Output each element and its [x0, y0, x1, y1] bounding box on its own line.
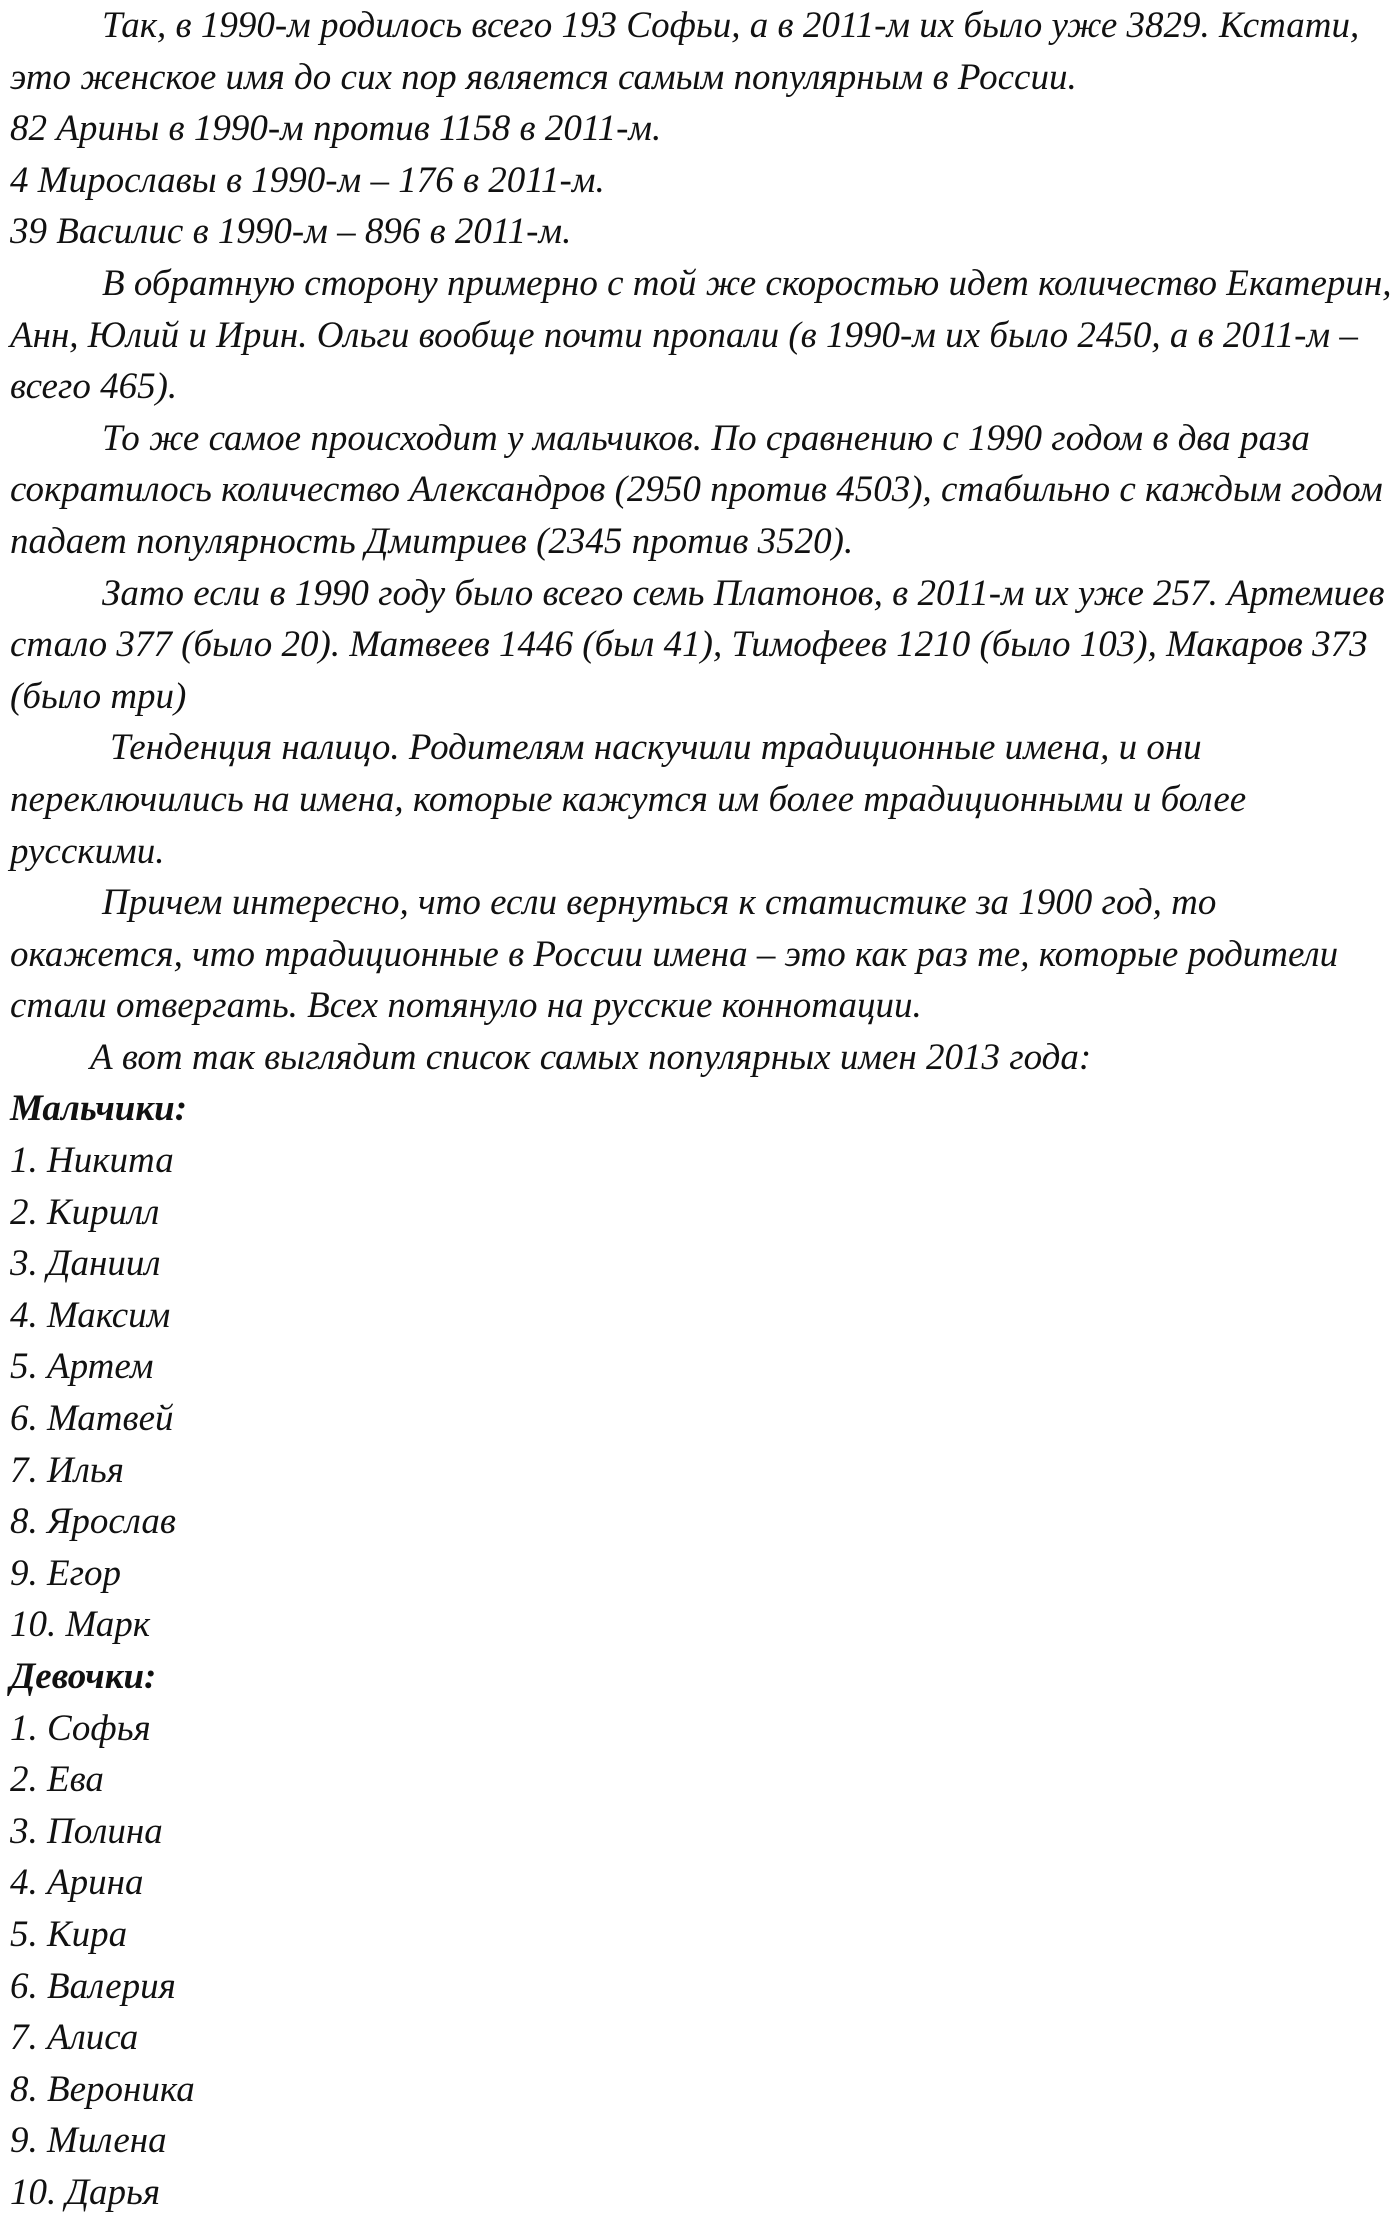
list-item: 1. Софья — [10, 1707, 151, 1749]
paragraph-boys-trend: То же самое происходит у мальчиков. По сравнению с 1990 годом в два раза сократилось количество Александров (2950 против 4503), стабильно с каждым годом падает популярность Дмитриев (2345 против 3520). — [10, 417, 1383, 562]
boys-heading: Мальчики: — [10, 1088, 188, 1130]
list-item: 8. Вероника — [10, 2068, 195, 2110]
paragraph-arina-stats: 82 Арины в 1990-м против 1158 в 2011-м. — [10, 108, 662, 150]
list-item: 5. Артем — [10, 1346, 154, 1388]
paragraph-rising-boys-names: Зато если в 1990 году было всего семь Платонов, в 2011-м их уже 257. Артемиев стало 377 (было 20). Матвеев 1446 (был 41), Тимофеев 1210 (было 103), Макаров 373 (было три) — [10, 572, 1385, 717]
girls-name-list — [10, 1703, 1395, 2219]
paragraph-miroslava-stats: 4 Мирославы в 1990-м – 176 в 2011-м. — [10, 159, 605, 201]
list-item: 7. Алиса — [10, 2017, 139, 2059]
list-item: 7. Илья — [10, 1449, 124, 1491]
list-item: 2. Ева — [10, 1759, 104, 1801]
list-item: 9. Милена — [10, 2120, 167, 2162]
list-item: 5. Кира — [10, 1913, 128, 1955]
paragraph-1900-stats: Причем интересно, что если вернуться к статистике за 1900 год, то окажется, что традиционные в России имена – это как раз те, которые родители стали отвергать. Всех потянуло на русские коннотации. — [10, 882, 1339, 1027]
boys-name-list — [10, 1135, 1395, 1651]
paragraph-tendency: Тенденция налицо. Родителям наскучили традиционные имена, и они переключились на имена, которые кажутся им более традиционными и более русскими. — [10, 727, 1247, 872]
list-item: 10. Марк — [10, 1604, 151, 1646]
list-item: 2. Кирилл — [10, 1191, 160, 1233]
girls-heading: Девочки: — [10, 1656, 157, 1697]
list-item: 9. Егор — [10, 1552, 122, 1594]
list-item: 4. Арина — [10, 1862, 144, 1904]
list-item: 6. Матвей — [10, 1398, 174, 1440]
paragraph-declining-names: В обратную сторону примерно с той же скоростью идет количество Екатерин, Анн, Юлий и Ирин. Ольги вообще почти пропали (в 1990-м их было 2450, а в 2011-м – всего 465). — [10, 262, 1392, 408]
list-item: 4. Максим — [10, 1294, 171, 1336]
list-item: 1. Никита — [10, 1140, 174, 1182]
list-item: 6. Валерия — [10, 1965, 176, 2007]
paragraph-vasilisa-stats: 39 Василис в 1990-м – 896 в 2011-м. — [10, 211, 572, 253]
list-item: 3. Полина — [10, 1810, 163, 1852]
list-item: 3. Даниил — [10, 1243, 161, 1285]
list-item: 8. Ярослав — [10, 1501, 176, 1543]
list-item: 10. Дарья — [10, 2171, 161, 2213]
paragraph-sofia-stats: Так, в 1990-м родилось всего 193 Софьи, а в 2011-м их было уже 3829. Кстати, это женское имя до сих пор является самым популярным в России. — [10, 5, 1360, 98]
document-page — [10, 0, 1395, 2219]
paragraph-list-intro: А вот так выглядит список самых популярных имен 2013 года: — [90, 1036, 1092, 1078]
